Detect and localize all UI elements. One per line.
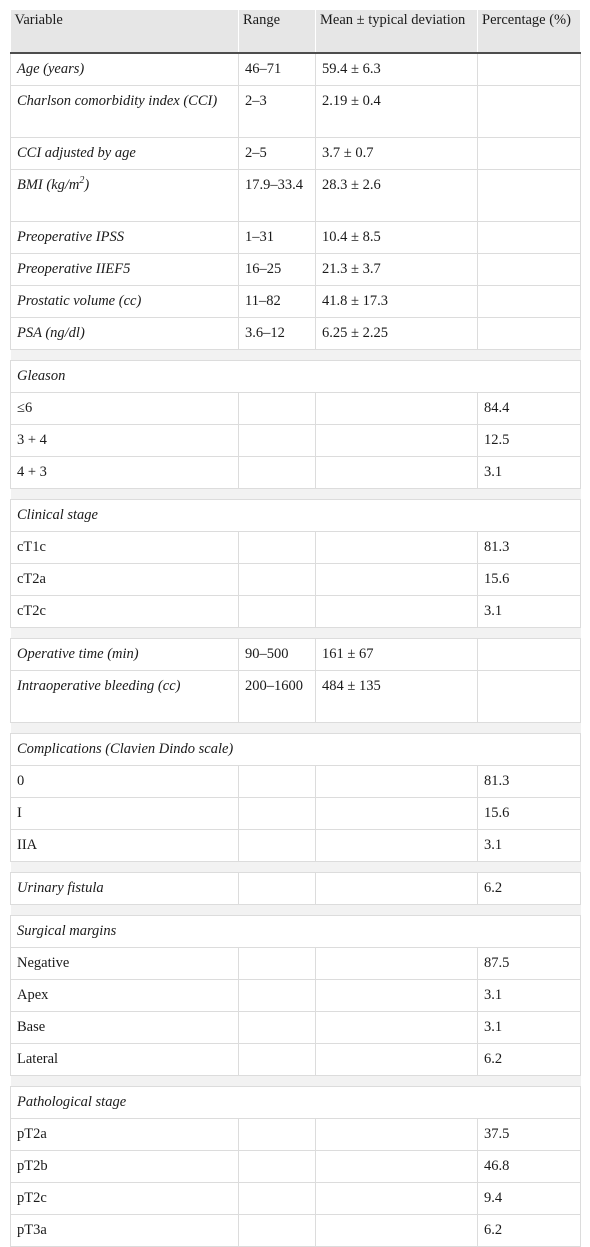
- row-variable: [11, 170, 239, 222]
- row-label: cT2c: [11, 596, 239, 628]
- row-percentage: [478, 639, 581, 671]
- table-row: [11, 53, 581, 86]
- table-row: [11, 286, 581, 318]
- table-row: [11, 671, 581, 723]
- row-percentage: 12.5: [478, 425, 581, 457]
- row-percentage: 46.8: [478, 1151, 581, 1183]
- row-percentage: 37.5: [478, 1119, 581, 1151]
- row-percentage: 6.2: [478, 1044, 581, 1076]
- row-mean: 28.3 ± 2.6: [316, 170, 478, 222]
- table-row: [11, 873, 581, 905]
- row-mean: 10.4 ± 8.5: [316, 222, 478, 254]
- row-variable: Preoperative IPSS: [11, 222, 239, 254]
- row-percentage: [478, 318, 581, 350]
- spacer-row: [11, 1076, 581, 1087]
- row-range: 2–5: [239, 138, 316, 170]
- row-variable: Preoperative IIEF5: [11, 254, 239, 286]
- row-mean: 41.8 ± 17.3: [316, 286, 478, 318]
- table-row: [11, 948, 581, 980]
- table-row: [11, 254, 581, 286]
- row-mean: 2.19 ± 0.4: [316, 86, 478, 138]
- row-label: ≤6: [11, 393, 239, 425]
- table-row: [11, 1151, 581, 1183]
- section-row-clinical-stage: [11, 500, 581, 532]
- table-row: [11, 1012, 581, 1044]
- row-variable: Prostatic volume (cc): [11, 286, 239, 318]
- bmi-superscript: 2: [79, 175, 85, 187]
- row-variable: Charlson comorbidity index (CCI): [11, 86, 239, 138]
- row-range: 16–25: [239, 254, 316, 286]
- row-label: cT1c: [11, 532, 239, 564]
- row-range: 1–31: [239, 222, 316, 254]
- table-header-row: [11, 10, 581, 53]
- row-percentage: 84.4: [478, 393, 581, 425]
- section-row-gleason: [11, 361, 581, 393]
- section-row-complications: [11, 734, 581, 766]
- table-row: [11, 1215, 581, 1247]
- table-row: [11, 596, 581, 628]
- row-percentage: [478, 222, 581, 254]
- row-label: Lateral: [11, 1044, 239, 1076]
- spacer-row: [11, 489, 581, 500]
- bmi-label-end: ): [84, 177, 90, 193]
- header-mean: Mean ± typical deviation: [316, 10, 478, 53]
- row-mean: 21.3 ± 3.7: [316, 254, 478, 286]
- bmi-label: BMI (kg/m: [17, 177, 80, 193]
- table-row: [11, 170, 581, 222]
- table-row: [11, 532, 581, 564]
- row-percentage: 9.4: [478, 1183, 581, 1215]
- row-range: 200–1600: [239, 671, 316, 723]
- section-title: Surgical margins: [11, 916, 581, 948]
- section-row-surgical-margins: [11, 916, 581, 948]
- row-label: Apex: [11, 980, 239, 1012]
- table-row: [11, 980, 581, 1012]
- row-variable: Urinary fistula: [11, 873, 239, 905]
- row-mean: 161 ± 67: [316, 639, 478, 671]
- row-label: IIA: [11, 830, 239, 862]
- row-percentage: 3.1: [478, 1012, 581, 1044]
- row-range: 46–71: [239, 53, 316, 86]
- row-percentage: [478, 86, 581, 138]
- table-row: [11, 1119, 581, 1151]
- row-percentage: 3.1: [478, 830, 581, 862]
- table-row: [11, 138, 581, 170]
- table-row: [11, 86, 581, 138]
- row-percentage: 3.1: [478, 980, 581, 1012]
- row-label: cT2a: [11, 564, 239, 596]
- row-variable: Intraoperative bleeding (cc): [11, 671, 239, 723]
- header-range: Range: [239, 10, 316, 53]
- table-row: [11, 564, 581, 596]
- row-percentage: 3.1: [478, 596, 581, 628]
- row-label: pT2a: [11, 1119, 239, 1151]
- spacer-row: [11, 350, 581, 361]
- row-label: pT2c: [11, 1183, 239, 1215]
- row-percentage: [478, 170, 581, 222]
- row-percentage: 81.3: [478, 532, 581, 564]
- row-range: 90–500: [239, 639, 316, 671]
- row-range: 2–3: [239, 86, 316, 138]
- table-row: [11, 639, 581, 671]
- row-label: 4 + 3: [11, 457, 239, 489]
- row-label: I: [11, 798, 239, 830]
- row-variable: CCI adjusted by age: [11, 138, 239, 170]
- row-percentage: 15.6: [478, 564, 581, 596]
- row-percentage: 6.2: [478, 873, 581, 905]
- row-range: 11–82: [239, 286, 316, 318]
- row-percentage: 81.3: [478, 766, 581, 798]
- row-label: pT2b: [11, 1151, 239, 1183]
- row-percentage: [478, 53, 581, 86]
- table-row: [11, 425, 581, 457]
- row-percentage: 15.6: [478, 798, 581, 830]
- row-label: Negative: [11, 948, 239, 980]
- row-mean: 59.4 ± 6.3: [316, 53, 478, 86]
- header-percentage: Percentage (%): [478, 10, 581, 53]
- table-row: [11, 318, 581, 350]
- table-row: [11, 1044, 581, 1076]
- row-percentage: [478, 254, 581, 286]
- spacer-row: [11, 628, 581, 639]
- row-mean: 3.7 ± 0.7: [316, 138, 478, 170]
- row-label: 0: [11, 766, 239, 798]
- section-row-pathological-stage: [11, 1087, 581, 1119]
- row-percentage: 3.1: [478, 457, 581, 489]
- table-row: [11, 457, 581, 489]
- row-label: pT3a: [11, 1215, 239, 1247]
- spacer-row: [11, 905, 581, 916]
- row-label: 3 + 4: [11, 425, 239, 457]
- header-variable: Variable: [11, 10, 239, 53]
- row-mean: 6.25 ± 2.25: [316, 318, 478, 350]
- results-table: [10, 10, 581, 1247]
- row-percentage: 6.2: [478, 1215, 581, 1247]
- table-row: [11, 766, 581, 798]
- row-mean: 484 ± 135: [316, 671, 478, 723]
- table-row: [11, 1183, 581, 1215]
- section-title: Pathological stage: [11, 1087, 581, 1119]
- table-row: [11, 798, 581, 830]
- row-range: 3.6–12: [239, 318, 316, 350]
- spacer-row: [11, 862, 581, 873]
- row-range: 17.9–33.4: [239, 170, 316, 222]
- row-variable: PSA (ng/dl): [11, 318, 239, 350]
- section-title: Complications (Clavien Dindo scale): [11, 734, 581, 766]
- row-label: Base: [11, 1012, 239, 1044]
- table-row: [11, 222, 581, 254]
- row-percentage: [478, 671, 581, 723]
- row-variable: Operative time (min): [11, 639, 239, 671]
- row-percentage: [478, 286, 581, 318]
- table-row: [11, 393, 581, 425]
- row-percentage: [478, 138, 581, 170]
- row-percentage: 87.5: [478, 948, 581, 980]
- spacer-row: [11, 723, 581, 734]
- table-row: [11, 830, 581, 862]
- section-title: Clinical stage: [11, 500, 581, 532]
- row-variable: Age (years): [11, 53, 239, 86]
- section-title: Gleason: [11, 361, 581, 393]
